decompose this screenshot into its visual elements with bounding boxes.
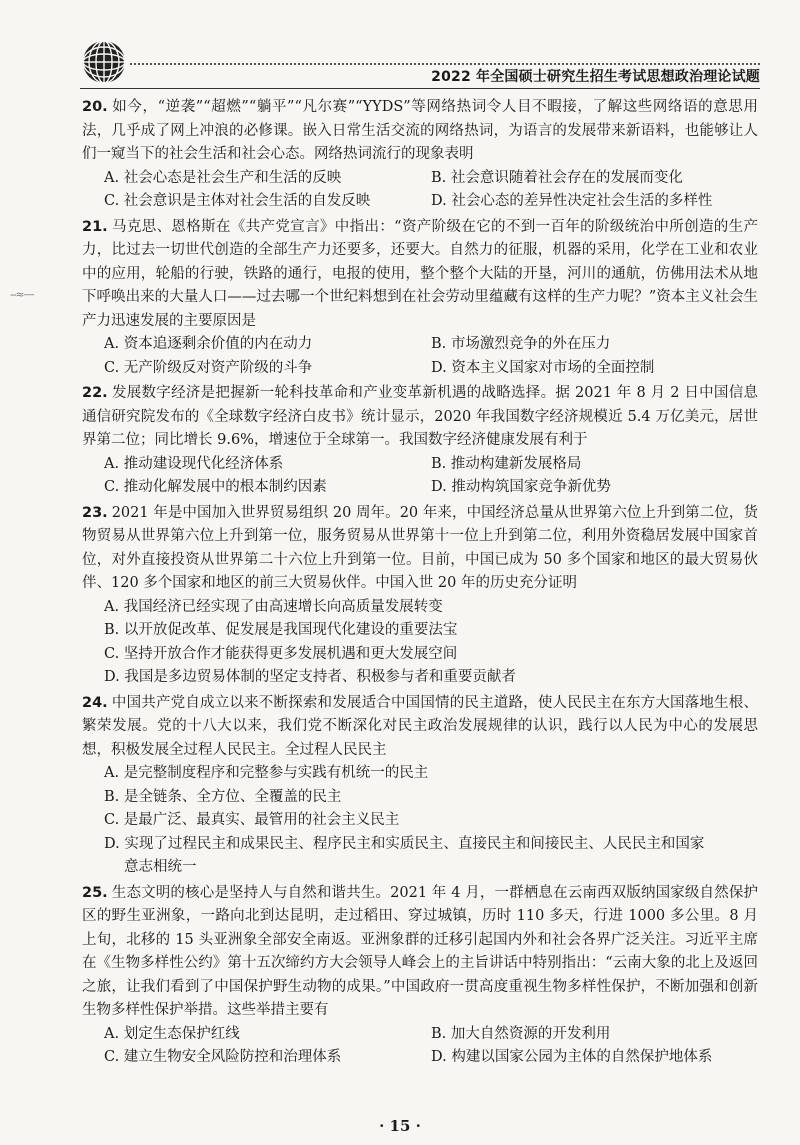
question-24 xyxy=(82,692,758,880)
option-a: A. 资本追逐剩余价值的内在动力 xyxy=(104,336,313,352)
question-22 xyxy=(82,382,758,500)
question-list xyxy=(82,96,758,1072)
question-25 xyxy=(82,882,758,1070)
question-stem: 2021 年是中国加入世界贸易组织 20 周年。20 年来，中国经济总量从世界第六位上升到第二位，货物贸易从世界第六位上升到第一位，服务贸易从世界第十一位上升到第二位，利用外资稳居发展中国家首位，对外直接投资从世界第二十六位上升到第一位。目前，中国已成为 50 多个国家和地区的最大贸易伙伴、120 多个国家和地区的前三大贸易伙伴。中国入世 20 年的历史充分证明 xyxy=(82,504,758,591)
option-a: A. 是完整制度程序和完整参与实践有机统一的民主 xyxy=(104,765,429,781)
question-stem: 中国共产党自成立以来不断探索和发展适合中国国情的民主道路，使人民民主在东方大国落地生根、繁荣发展。党的十八大以来，我们党不断深化对民主政治发展规律的认识，践行以人民为中心的发展思想，积极发展全过程人民民主。全过程人民民主 xyxy=(82,694,758,758)
option-d: D. 社会心态的差异性决定社会生活的多样性 xyxy=(431,193,713,209)
option-b: B. 市场激烈竞争的外在压力 xyxy=(431,336,611,352)
question-stem: 生态文明的核心是坚持人与自然和谐共生。2021 年 4 月，一群栖息在云南西双版纳国家级自然保护区的野生亚洲象，一路向北到达昆明，走过稻田、穿过城镇，历时 110 多天，行进 1000 多公里。8 月上旬，北移的 15 头亚洲象全部安全南返。亚洲象群的迁移引起国内外和社会各界广泛关注。习近平主席在《生物多样性公约》第十五次缔约方大会领导人峰会上的主旨讲话中特别指出：“云南大象的北上及返回之旅，让我们看到了中国保护野生动物的成果。”中国政府一贯高度重视生物多样性保护，不断加强和创新生物多样性保护举措。这些举措主要有 xyxy=(82,884,758,1018)
option-d: D. 我国是多边贸易体制的坚定支持者、积极参与者和重要贡献者 xyxy=(104,669,516,685)
option-d: D. 资本主义国家对市场的全面控制 xyxy=(431,359,655,376)
options xyxy=(82,596,758,690)
option-c: C. 社会意识是主体对社会生活的自发反映 xyxy=(104,193,371,209)
option-a: A. 划定生态保护红线 xyxy=(104,1025,240,1042)
header-rule xyxy=(80,88,760,89)
option-b: B. 社会意识随着社会存在的发展而变化 xyxy=(431,169,683,186)
question-number: 22. xyxy=(82,385,108,401)
option-b: B. 推动构建新发展格局 xyxy=(431,455,582,472)
question-23 xyxy=(82,502,758,690)
margin-scan-mark: --≈— xyxy=(10,288,34,301)
options xyxy=(82,333,758,380)
option-b: B. 是全链条、全方位、全覆盖的民主 xyxy=(104,788,342,805)
option-c: C. 无产阶级反对资产阶级的斗争 xyxy=(104,359,313,376)
question-number: 24. xyxy=(82,694,108,711)
option-c: C. 建立生物安全风险防控和治理体系 xyxy=(104,1049,342,1065)
question-number: 23. xyxy=(82,504,108,521)
question-number: 21. xyxy=(82,218,108,235)
question-number: 20. xyxy=(82,99,108,115)
page-header xyxy=(0,0,800,92)
options xyxy=(82,167,758,214)
option-a: A. 推动建设现代化经济体系 xyxy=(104,455,284,472)
question-21 xyxy=(82,216,758,381)
option-c: C. 坚持开放合作才能获得更多发展机遇和更大发展空间 xyxy=(104,645,458,662)
option-d-continuation: 意志相统一 xyxy=(124,859,197,875)
header-title: 2022 年全国硕士研究生招生考试思想政治理论试题 xyxy=(431,69,760,85)
globe-logo-icon xyxy=(80,38,128,86)
question-20 xyxy=(82,96,758,214)
options xyxy=(82,453,758,500)
option-b: B. 加大自然资源的开发利用 xyxy=(431,1025,611,1042)
option-c: C. 是最广泛、最真实、最管用的社会主义民主 xyxy=(104,812,400,828)
option-a: A. 社会心态是社会生产和生活的反映 xyxy=(104,169,342,186)
option-d: D. 推动构筑国家竞争新优势 xyxy=(431,479,611,495)
question-stem: 马克思、恩格斯在《共产党宣言》中指出：“资产阶级在它的不到一百年的阶级统治中所创造的生产力，比过去一切世代创造的全部生产力还要多，还要大。自然力的征服，机器的采用，化学在工业和农业中的应用，轮船的行驶，铁路的通行，电报的使用，整个整个大陆的开垦，河川的通航，仿佛用法术从地下呼唤出来的大量人口——过去哪一个世纪料想到在社会劳动里蕴藏有这样的生产力呢？”资本主义社会生产力迅速发展的主要原因是 xyxy=(82,218,758,329)
question-stem: 发展数字经济是把握新一轮科技革命和产业变革新机遇的战略选择。据 2021 年 8 月 2 日中国信息通信研究院发布的《全球数字经济白皮书》统计显示，2020 年我国数字经济规模近 5.4 万亿美元，居世界第二位；同比增长 9.6%，增速位于全球第一。我国数字经济健康发展有利于 xyxy=(82,385,758,448)
option-b: B. 以开放促改革、促发展是我国现代化建设的重要法宝 xyxy=(104,622,458,638)
page-number: · 15 · xyxy=(379,1117,421,1135)
option-d: D. 构建以国家公园为主体的自然保护地体系 xyxy=(431,1049,713,1065)
question-stem: 如今，“逆袭”“超燃”“躺平”“凡尔赛”“YYDS”等网络热词令人目不暇接，了解这些网络语的意思用法，几乎成了网上冲浪的必修课。嵌入日常生活交流的网络热词，为语言的发展带来新语料，也能够让人们一窥当下的社会生活和社会心态。网络热词流行的现象表明 xyxy=(82,99,758,162)
header-dotted-rule xyxy=(130,63,760,65)
option-a: A. 我国经济已经实现了由高速增长向高质量发展转变 xyxy=(104,598,443,615)
question-number: 25. xyxy=(82,884,108,901)
options xyxy=(82,762,758,880)
options xyxy=(82,1023,758,1070)
option-d: D. 实现了过程民主和成果民主、程序民主和实质民主、直接民主和间接民主、人民民主和国家 xyxy=(104,835,705,852)
option-c: C. 推动化解发展中的根本制约因素 xyxy=(104,479,327,495)
